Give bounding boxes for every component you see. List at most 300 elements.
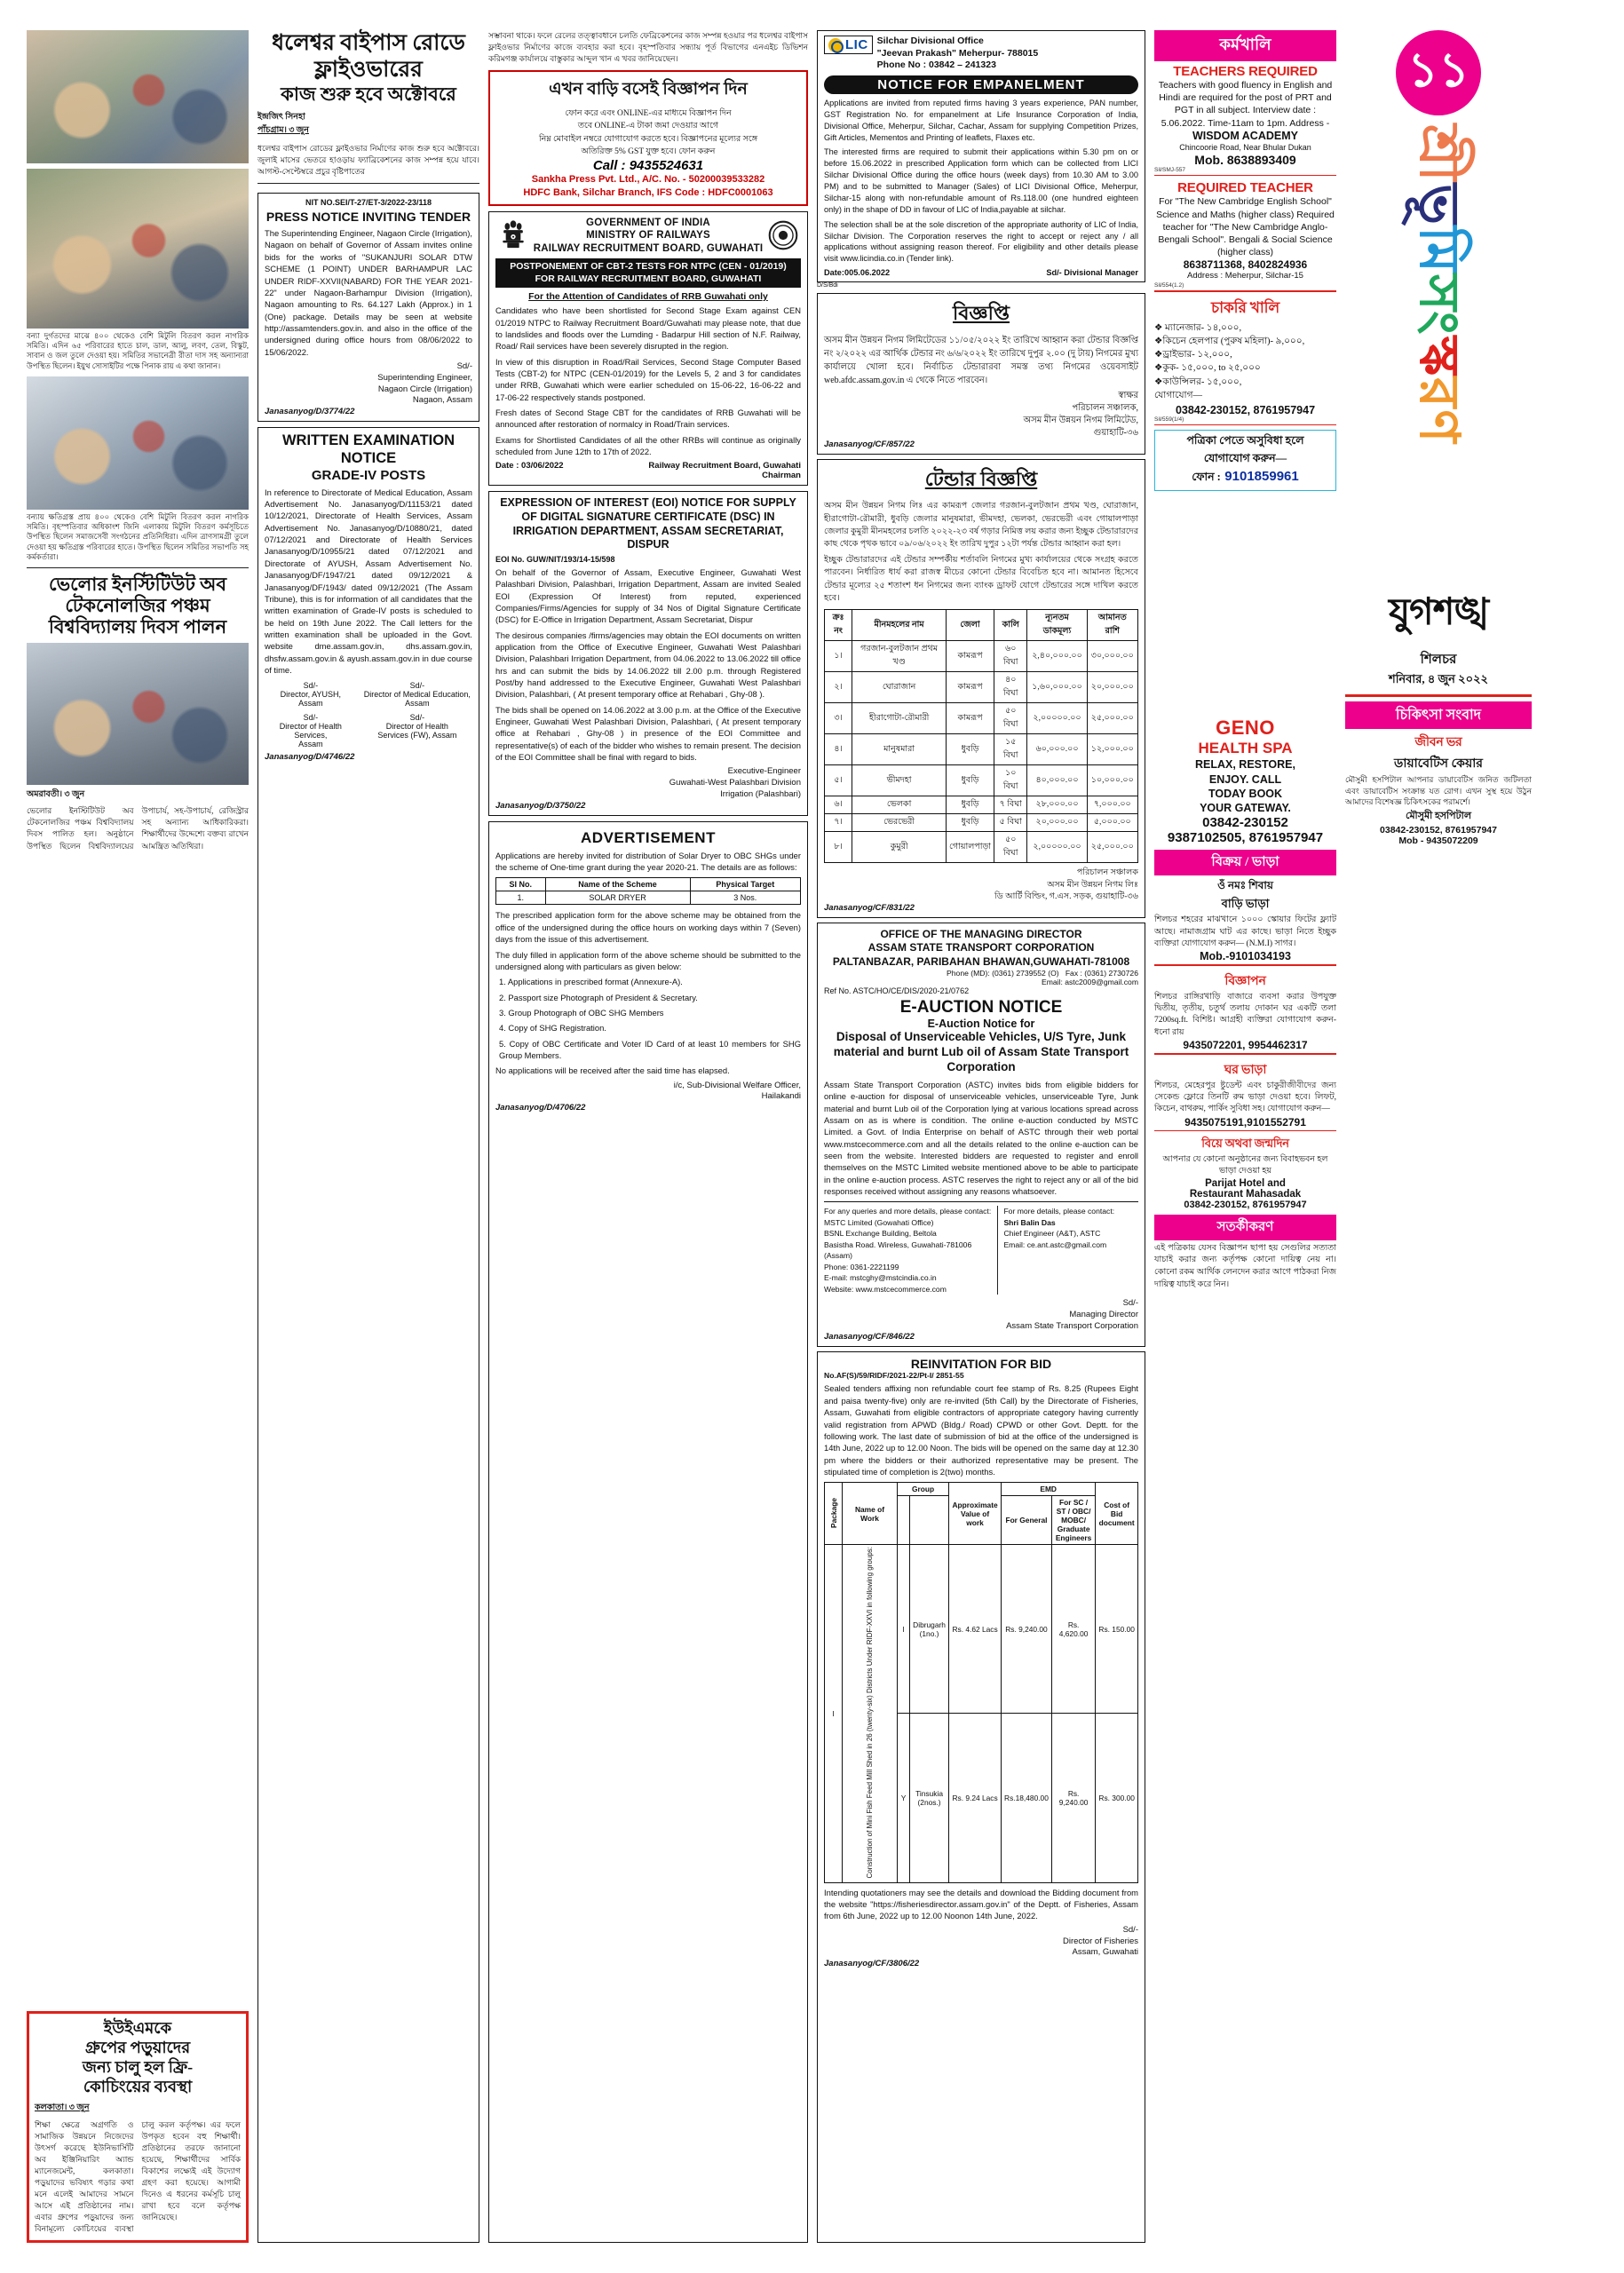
column-four <box>817 30 1145 2243</box>
online-advertisement-box <box>488 70 808 206</box>
astc-head-2: ASSAM STATE TRANSPORT CORPORATION <box>867 941 1095 954</box>
satarkikaran-body: এই পত্রিকায় যেসব বিজ্ঞাপন ছাপা হয় সেগুলির সত্যতা যাচাই করার জন্য কর্তৃপক্ষ কোনো দায়িত্ব নেয় না। কোনো রকম আর্থিক লেনদেন করার আগে পাঠকরা নিজ দায়িত্ব যাচাই করে নিন। <box>1154 1243 1336 1290</box>
rb-cell-reserved-0: Rs. 4,620.00 <box>1051 1545 1095 1714</box>
ghar-bhara-body: শিলচর, মেহেরপুর ষ্টুডেন্ট এবং চাকুরীজীবীদের জন্য সেকেন্ড ফ্লোরে তিনটি রুম ভাড়া দেওয়া হবে। লিফট, কিচেন, বাথরুম, পার্কিং সুবিধা সহ। যোগাযোগ করুন— <box>1154 1081 1336 1114</box>
astc-contact-left-head: For any queries and more details, please contact: <box>824 1207 992 1216</box>
column-news-left <box>27 30 249 2243</box>
vit-headline-line3: জন্য চালু হল ফ্রি- <box>82 2057 194 2076</box>
bikri-bhara-heading: ওঁ নমঃ শিবায় <box>1217 879 1273 892</box>
bide-jaymandir-body: আপনার যে কোনো অনুষ্ঠানের জন্য বিবাহভবন হল ভাড়া দেওয়া হয় <box>1162 1155 1328 1176</box>
lead-byline-place: পাঁচগ্রাম। ৩ জুন <box>257 126 309 136</box>
fish-cell-3: ৭ বিঘা <box>994 796 1027 814</box>
rb-cell-cost-1: Rs. 300.00 <box>1096 1714 1138 1882</box>
vit-headline-line2: গ্রুপের পড়ুয়াদের <box>84 2038 191 2056</box>
bikri-bhara-banner: বিক্রয় / ভাড়া <box>1154 850 1336 875</box>
advertisement-intro: Applications are hereby invited for distribution of Solar Dryer to OBC SHGs under the scheme of One-time grant during the year 2020-21. The details are as follows: <box>495 850 801 873</box>
fish-cell-2: কামরূপ <box>947 641 994 672</box>
rb-th-group: Group <box>898 1483 949 1496</box>
chikitsa-hospital-name: মৌসুমী হসপিটাল <box>1405 810 1472 821</box>
chakri-khali-line-3: ❖কুক- ১৫,০০০, to ২৫,০০০ <box>1154 363 1261 374</box>
fish-cell-5: ২০,০০০.০০ <box>1087 672 1137 703</box>
lic-empanelment-notice <box>817 30 1145 282</box>
lead-headline-line2: কাজ শুরু হবে অক্টোবরে <box>281 83 456 105</box>
required-teacher-address: Address : Meherpur, Silchar-15 <box>1187 271 1303 281</box>
lic-mark-icon <box>828 38 843 52</box>
online-ad-bank2: HDFC Bank, Silchar Branch, IFS Code : HDFC0001063 <box>523 186 773 198</box>
fish-cell-1: কুমুরী <box>852 832 947 863</box>
fish-sign-2: অসম মীন উন্নয়ন নিগম লিঃ <box>1047 879 1138 890</box>
reinvitation-sign-3: Assam, Guwahati <box>1072 1947 1138 1958</box>
fish-cell-0: ৪। <box>825 734 852 765</box>
patrika-line-1: পত্রিকা পেতে অসুবিধা হলে <box>1186 434 1304 447</box>
we-janasanyog: Janasanyog/D/4746/22 <box>265 752 355 763</box>
bigyapti-sign-4: গুয়াহাটি-৩৬ <box>1093 428 1138 439</box>
solar-list-5: 5. Copy of OBC Certificate and Voter ID Card of at least 10 members for SHG Group Members. <box>499 1038 801 1060</box>
solar-list-3: 3. Group Photograph of OBC SHG Members <box>499 1007 664 1018</box>
rb-cell-general-0: Rs. 9,240.00 <box>1002 1545 1052 1714</box>
fish-cell-4: ২,০০০০০.০০ <box>1027 832 1087 863</box>
we-sig-left-title: Director, AYUSH, <box>280 690 341 700</box>
chakri-khali-contact-label: যোগাযোগ— <box>1154 390 1202 400</box>
rrb-gov-line3: RAILWAY RECRUITMENT BOARD, GUWAHATI <box>533 242 764 254</box>
bikri-bhara-body: শিলচর শহরের মাঝখানে ১০০০ স্কোয়ার ফিটের ফ্ল্যাট আছে। নামাজগ্রাম ঘাট এর কাছে। ভাড়া নিতে ইচ্ছুক ব্যক্তিরা যোগাযোগ করুন— (N.M.I) সাগর। <box>1154 915 1336 948</box>
fish-cell-3: ৫ বিঘা <box>994 814 1027 832</box>
lic-office-line2: "Jeevan Prakash" Meherpur- 788015 <box>876 47 1039 59</box>
astc-head-1: OFFICE OF THE MANAGING DIRECTOR <box>880 927 1082 940</box>
rb-cell-name: Construction of Mini Fish Feed Mill Shed in 26 (twenty-six) Districts Under RIDF-XXVI in following groups: <box>866 1547 874 1879</box>
rb-th-emd-general: For General <box>1002 1496 1052 1545</box>
news-photo-3 <box>27 376 249 510</box>
we-sig-right2-title: Director of Health <box>385 722 448 732</box>
lead-headline-line1: ধলেশ্বর বাইপাস রোডে ফ্লাইওভারের <box>272 31 465 82</box>
rrb-date: Date : 03/06/2022 <box>495 461 564 471</box>
eoi-title: EXPRESSION OF INTEREST (EOI) NOTICE FOR SUPPLY OF DIGITAL SIGNATURE CERTIFICATE (DSC) IN IRRIGATION DEPARTMENT, ASSAM SECRETARIAT, DISPUR <box>500 496 796 551</box>
news-photo-1 <box>27 30 249 163</box>
fish-cell-3: ১০ বিঘা <box>994 765 1027 796</box>
written-examination-notice <box>257 427 479 2243</box>
nit-janasanyog: Janasanyog/D/3774/22 <box>265 407 355 417</box>
astc-contact-left-5: Website: www.mstcecommerce.com <box>824 1284 947 1294</box>
column-two <box>257 30 479 2243</box>
solar-th-2: Physical Target <box>690 878 800 891</box>
online-ad-bank1: Sankha Press Pvt. Ltd., A/C. No. - 50200039533282 <box>531 174 765 186</box>
chakri-khali-ref: Sil/559(1/4) <box>1154 416 1184 423</box>
fish-cell-4: ৪০,০০০.০০ <box>1027 765 1087 796</box>
rrb-sign-chairman: Chairman <box>762 471 801 481</box>
rrb-para-4: Exams for Shortlisted Candidates of all the other RRBs will continue as originally scheduled from June 12th to 17th of 2022. <box>495 434 801 457</box>
reinvitation-sign-2: Director of Fisheries <box>1063 1936 1138 1946</box>
rb-cell-general-1: Rs.18,480.00 <box>1002 1714 1052 1882</box>
tender-bigyapti-para1: অসম মীন উন্নয়ন নিগম লিঃ এর কামরূপ জেলার গরজান-বুলটজান প্রথম খণ্ড, ঘোরাজান, হীরাগোটা-রৌমারী, ধুবড়ি জেলার মানুষমারা, ভীমদহা, ভেলকা, ভেরভেরী এবং গোয়ালপাড়া জেলার কুমুরী মীনমহলের চলতি ২০২২-২৩ বর্ষ গড়ার নিমিত্ত লয় করার জন্য ইচ্ছুক টেন্ডারারদের কাছ থেকে পৃথক ভাবে ০৯/০৬/২০২২ ইং তারিখ দুপুর ১২টা পর্যন্ত টেন্ডার আহ্বান করা হল। <box>824 501 1138 550</box>
rrb-gov-line1: GOVERNMENT OF INDIA <box>586 217 710 228</box>
table-row <box>825 734 1138 765</box>
geno-health-spa-ad <box>1154 717 1336 845</box>
vit-body: শিক্ষা ক্ষেত্রে অগ্রগতি ও সামাজিক উন্নয়নে নিজেদের উৎসর্গ করেছে ইউনিভার্সিটি অব ইঞ্জিনিয়ারিং অ্যান্ড ম্যানেজমেন্ট, কলকাতা। পড়ুয়াদের ভবিষ্যৎ গড়ার কথা মনে এলেই আমাদের সামনে আসে এই প্রতিষ্ঠানের নাম। এবার গ্রুপের পড়ুয়াদের জন্য বিনামূল্যে কোচিংয়ের ব্যবস্থা চালু করল কর্তৃপক্ষ। এর ফলে উপকৃত হবেন বহু শিক্ষার্থী। প্রতিষ্ঠানের তরফে জানানো হয়েছে, শিক্ষার্থীদের সার্বিক বিকাশের লক্ষ্যেই এই উদ্যোগ গ্রহণ করা হয়েছে। আগামী দিনেও এ ধরনের কর্মসূচি চালু রাখা হবে বলে কর্তৃপক্ষ জানিয়েছে। <box>35 2119 241 2233</box>
lic-notice-bar: NOTICE FOR EMPANELMENT <box>824 75 1138 94</box>
astc-head-3: PALTANBAZAR, PARIBAHAN BHAWAN,GUWAHATI-781008 <box>832 954 1130 968</box>
eoi-para-3: The bids shall be opened on 14.06.2022 at 3.00 p.m. at the Office of the Executive Engineer, Guwahati West Palashbari Division, Palashbari, ( At present temporary office at Rehabari , Ghy-08 ) in presence of the EOI Committee and representative(s) of each of the bidder who wishes to remain present. The decision of the EOI Committee shall be final with regard to bids. <box>495 704 801 763</box>
bigyapti-title: বিজ্ঞপ্তি <box>953 302 1010 325</box>
geno-line-4: TODAY BOOK <box>1208 787 1283 800</box>
lic-para-3: The selection shall be at the sole discretion of the appropriate authority of LIC of India, Silchar Division. The Corporation reserves the right to accept or reject any / all applications without assigning reason thereof. For eligibility and other details please visit www.licindia.co.in (Tender link). <box>824 219 1138 264</box>
second-story-headline: ভেলোর ইনস্টিটিউট অব টেকনোলজির পঞ্চম বিশ্ববিদ্যালয় দিবস পালন <box>48 573 227 638</box>
online-ad-title: এখন বাড়ি বসেই বিজ্ঞাপন দিন <box>549 80 748 99</box>
solar-list-1: 1. Applications in prescribed format (Annexure-A). <box>499 977 683 987</box>
fish-cell-0: ১। <box>825 641 852 672</box>
chakri-khali-title: চাকরি খালি <box>1211 298 1279 316</box>
online-ad-line4: অতিরিক্ত 5% GST যুক্ত হবে। ফোন করুন <box>581 147 716 156</box>
table-row <box>825 814 1138 832</box>
chakri-khali-line-4: ❖কাউন্সিলর- ১৫,০০০, <box>1154 376 1242 387</box>
teachers-required-body: Teachers with good fluency in English and Hindi are required for the post of PRT and PGT in all subject. Interview date : 5.06.2022. Time-11am to 1pm. Address - <box>1158 80 1333 129</box>
reinvitation-janasanyog: Janasanyog/CF/3806/22 <box>824 1959 920 1969</box>
solar-cell-0-2: 3 Nos. <box>690 891 800 905</box>
solar-janasanyog: Janasanyog/D/4706/22 <box>495 1103 586 1113</box>
eoi-janasanyog: Janasanyog/D/3750/22 <box>495 800 586 811</box>
solar-sign-2: Hailakandi <box>761 1091 801 1102</box>
solar-list-2: 2. Passport size Photograph of President & Secretary. <box>499 992 698 1002</box>
online-ad-line3: নিম্ন মোবাইল নম্বরে যোগাযোগ করতে হবে। বিজ্ঞাপনের মূল্যের সঙ্গে <box>538 134 758 144</box>
advertisement-title: ADVERTISEMENT <box>581 828 716 846</box>
lead-body-col2: সম্ভাবনা থাকে। ফলে রেলের তত্ত্বাবধানে চলতি ফেব্রিকেশনের কাজ সম্পন্ন হওয়ার পর ধলেশ্বর বাইপাস ফ্লাইওভার নির্মাণের কাজে ব্যবহার করা হবে। বৃহস্পতিবার সন্ধ্যায় পূর্ত বিভাগের এনএইচ ডিভিশন করিমগঞ্জ কার্যালয়ে বাস্তুকার আব্দুল খান এ খবর জানিয়েছেন। <box>488 31 808 64</box>
geno-line-1: HEALTH SPA <box>1198 740 1293 757</box>
astc-contact-right-1: Chief Engineer (A&T), ASTC <box>1003 1229 1101 1239</box>
online-ad-call[interactable]: Call : 9435524631 <box>592 158 704 174</box>
chikitsa-sub: জীবন ভর <box>1414 736 1462 749</box>
astc-janasanyog: Janasanyog/CF/846/22 <box>824 1332 915 1342</box>
bigyapti-sign-2: পরিচালন সঞ্চালক, <box>1072 403 1138 414</box>
patrika-line-2: যোগাযোগ করুন— <box>1203 452 1287 465</box>
bigyapti-sign-1: স্বাক্ষর <box>1118 391 1138 401</box>
rrb-guwahati-notice <box>488 211 808 487</box>
fish-cell-0: ৫। <box>825 765 852 796</box>
astc-title: E-AUCTION NOTICE <box>899 998 1063 1018</box>
astc-sub-2: Disposal of Unserviceable Vehicles, U/S Tyre, Junk material and burnt Lub oil of Assam State Transport Corporation <box>833 1030 1129 1074</box>
astc-contact-left-1: BSNL Exchange Building, Beltola <box>824 1229 937 1239</box>
bikri-bhara-phone[interactable]: Mob.-9101034193 <box>1200 950 1291 963</box>
masthead-vertical-title: শ্রী ভূ মি সং স্ক রণ <box>1408 124 1469 445</box>
fish-sign-1: পরিচালন সঞ্চালক <box>1076 867 1138 878</box>
patrika-contact-box <box>1154 430 1336 491</box>
tender-bigyapti-para2: ইচ্ছুক টেন্ডারারদের এই টেন্ডার সম্পর্কীয় শর্তাবলি নিগমের মুখ্য কার্যালয়ের থেকে সংগ্রহ করতে পারবেন। নির্ধারিত ধার্য করা রাজস্ব মীচের কোনো টেন্ডার বিবেচিত হবে না। আমানত হিসেবে টেন্ডার মূল্যের ২৫ শতাংশ ধন নিগমের জন্য ব্যাংক ড্রাফট যোগে টেন্ডারের সঙ্গে দাখিল করতে হবে। <box>824 554 1138 603</box>
rrb-attention-line: For the Attention of Candidates of RRB Guwahati only <box>528 291 768 303</box>
advertisement-solar-dryer <box>488 821 808 2243</box>
we-title-3: GRADE-IV POSTS <box>311 467 426 483</box>
bigyapti-janasanyog: Janasanyog/CF/857/22 <box>824 440 915 450</box>
we-sig-right2-state: Services (FW), Assam <box>377 731 457 741</box>
parijat-phone[interactable]: 03842-230152, 8761957947 <box>1184 1199 1307 1210</box>
bigyapon-flat-title: বিজ্ঞাপন <box>1224 974 1266 988</box>
reinvitation-body: Sealed tenders affixing non refundable court fee stamp of Rs. 8.25 (Rupees Eight and paisa twenty-five) only are re-invited (5th Call) by the Directorate of Fisheries, Assam, Guwahati from eligible contractors of appropriate category having currently valid registration from APWD (Bldg./ Road) CPWD or other Govt. Deptt. for the following work. The last date of submission of bid at the office of the undersigned is 14th June, 2022 up to 12.00 Noon. The bids will be opened on the same day at 12.30 pm where the bidders or their authorized representative may be present. The stipulated time of completion is 2(two) months. <box>824 1383 1138 1477</box>
fish-th-1: মীনমহলের নাম <box>852 610 947 641</box>
nit-title: PRESS NOTICE INVITING TENDER <box>265 210 471 225</box>
rrb-bar-line1: POSTPONEMENT OF CBT-2 TESTS FOR NTPC (CEN - 01/2019) <box>510 260 787 272</box>
astc-contact-right-2: Email: ce.ant.astc@gmail.com <box>1003 1239 1107 1249</box>
eoi-number: EOI No. GUW/NIT/193/14-15/598 <box>495 554 615 564</box>
reinvitation-number: No.AF(S)/59/RIDF/2021-22/Pt-I/ 2851-55 <box>824 1371 964 1381</box>
fish-tender-table <box>824 609 1138 863</box>
vit-free-coaching-article <box>27 2011 249 2243</box>
fish-cell-5: ২৫,০০০.০০ <box>1087 832 1137 863</box>
second-story-byline: অমরাবতী। ৩ জুন <box>27 790 85 800</box>
nit-body: The Superintending Engineer, Nagaon Circle (Irrigation), Nagaon on behalf of Governor of Assam invites online bids for the works of "SUKANJURI SOLAR DTW SCHEME (1 POINT) UNDER BARHAMPUR LAC UNDER RIDF-XXVII(NABARD) FOR THE YEAR 2021-22" under Nagaon-Barhampur Division (Irrigation), Nagaon amounting to Rs. 64.127 Lakh (Approx.) in 1 (One) package. Details may be seen at website http://assamtenders.gov.in. and also in the office of the undersigned during office hours from 08/06/2022 to 15/06/2022. <box>265 228 472 357</box>
bigyapti-sign-3: অসম মীন উন্নয়ন নিগম লিমিটেড, <box>1023 416 1138 426</box>
astc-sign-3: Assam State Transport Corporation <box>1006 1320 1138 1331</box>
we-sig-left-state: Assam <box>298 699 323 709</box>
fish-sign-3: ডি আৰ্টি বিল্ডিং, গ.এস. সড়ক, গুয়াহাটি-৩৬ <box>994 891 1138 902</box>
wisdom-academy-mob[interactable]: Mob. 8638893409 <box>1194 152 1296 167</box>
fish-cell-2: ধুবড়ি <box>947 765 994 796</box>
rrb-bar-line2: FOR RAILWAY RECRUITMENT BOARD, GUWAHATI <box>535 273 762 284</box>
fish-cell-4: ২,৪০,০০০.০০ <box>1027 641 1087 672</box>
fish-cell-1: ঘোরাজান <box>852 672 947 703</box>
news-photo-2 <box>27 169 249 329</box>
fish-cell-1: মানুষমারা <box>852 734 947 765</box>
eoi-dsc-notice <box>488 491 808 815</box>
fish-cell-3: ৫০ বিঘা <box>994 703 1027 734</box>
rb-cell-value-1: Rs. 9.24 Lacs <box>949 1714 1002 1882</box>
rb-cell-groupno-0: I <box>898 1545 910 1714</box>
lic-logo <box>824 36 873 54</box>
astc-contact-right-0: Shri Balin Das <box>1003 1217 1056 1227</box>
nit-number: NIT NO.SEI/T-27/ET-3/2022-23/118 <box>305 198 432 208</box>
india-emblem-icon <box>498 218 528 253</box>
column-masthead <box>1345 30 1532 2243</box>
rb-th-package: Package <box>828 1497 838 1528</box>
we-sig-right-sd: Sd/- <box>409 681 425 691</box>
fish-cell-4: ৬০,০০০.০০ <box>1027 734 1087 765</box>
we-sig-right-title: Director of Medical Education, <box>363 690 471 700</box>
fish-cell-0: ৭। <box>825 814 852 832</box>
we-title-2: NOTICE <box>340 449 397 466</box>
geno-line-2: RELAX, RESTORE, <box>1195 758 1295 772</box>
lic-office-line3: Phone No : 03842 – 241323 <box>876 59 996 71</box>
rrb-para-2: In view of this disruption in Road/Rail Services, Second Stage Computer Based Tests (CBT-2) for NTPC (CEN-01/2019) for the Levels 5, 2 and 3 for candidates under RRB, Guwahati which were earlier scheduled on 15-06-22, 16-06-22 and 17-06-22 respectively stands postponed. <box>495 356 801 402</box>
reinvitation-footer: Intending quotationers may see the details and download the Bidding document from the website "https://fisheriesdirector.assam.gov.in" of the Deptt. of Fisheries, Assam from 6th June, 2022 up to 12.00 Noonon 14th June, 2022. <box>824 1887 1138 1921</box>
rb-cell-value-0: Rs. 4.62 Lacs <box>949 1545 1002 1714</box>
astc-contact-left-3: Phone: 0361-2221199 <box>824 1262 899 1271</box>
fish-cell-0: ২। <box>825 672 852 703</box>
astc-ref: Ref No. ASTC/HO/CE/DIS/2020-21/0762 <box>824 986 970 996</box>
rrb-para-1: Candidates who have been shortlisted for Second Stage Exam against CEN 01/2019 NTPC to Railway Recruitment Board/Guwahati may please note, that due to landslides and floods over the Lumding - Badarpur Hill section of N.F. Railway, Road/ Rail services have been severely disrupted in the region. <box>495 305 801 352</box>
tender-bigyapti-title: টেন্ডার বিজ্ঞপ্তি <box>924 468 1038 491</box>
fish-cell-0: ৬। <box>825 796 852 814</box>
solar-sign-1: i/c, Sub-Divisional Welfare Officer, <box>673 1080 801 1090</box>
fish-th-3: কালি <box>994 610 1027 641</box>
lead-byline-name: ইন্দ্রজিৎ সিনহা <box>257 113 305 123</box>
lic-signature: Sd/- Divisional Manager <box>1046 268 1138 278</box>
fish-cell-1: ভেলকা <box>852 796 947 814</box>
chikitsa-phone-2[interactable]: Mob - 9435072209 <box>1398 835 1478 846</box>
fish-cell-2: ধুবড়ি <box>947 814 994 832</box>
vit-headline-line1: ইউইএমকে <box>103 2018 172 2037</box>
solar-para-2: The duly filled in application form of the above scheme should be submitted to the undersigned along with particulars as given below: <box>495 949 801 971</box>
chikitsa-body: মৌসুমী হসপিটাল আপনার ডায়াবেটিস জনিত জটিলতা এবং ডায়াবেটিস সংক্রান্ত যত রোগ। এখন সুস্থ হয়ে উঠুন আমাদের বিশেষজ্ঞ চিকিৎসকের পরামর্শে। <box>1345 775 1532 807</box>
lic-ref: D/S/Bdi <box>817 282 838 289</box>
solar-th-1: Name of the Scheme <box>545 878 690 891</box>
vit-byline: কলকাতা। ৩ জুন <box>35 2103 90 2112</box>
fish-cell-2: কামরূপ <box>947 672 994 703</box>
we-sig-left2-state: Assam <box>298 740 323 749</box>
bigyapon-flat-body: শিলচর রাঙ্গিরখাড়ি বাজারে ব্যবসা করার উপযুক্ত দ্বিতীয়, তৃতীয়, চতুর্থ তলায় দোকান ঘর একটি তলা 7200sq.ft. বিশিষ্ট। আগ্রহী ব্যক্তিরা যোগাযোগ করুন- ধনো রায় <box>1154 992 1336 1037</box>
eoi-sign-3: Irrigation (Palashbari) <box>720 788 801 799</box>
astc-sign-1: Sd/- <box>1122 1298 1138 1309</box>
fish-cell-5: ২৫,০০০.০০ <box>1087 703 1137 734</box>
required-teacher-ref: Sil/554(1.2) <box>1154 282 1184 289</box>
astc-contact-left-2: Basistha Road. Wireless, Guwahati-781006 (Assam) <box>824 1239 972 1261</box>
fish-cell-2: ধুবড়ি <box>947 796 994 814</box>
second-story-body: ভেলোর ইনস্টিটিউট অব টেকনোলজির পঞ্চম বিশ্ববিদ্যালয় দিবস পালিত হল। অনুষ্ঠানে উপস্থিত ছিলেন বিশ্ববিদ্যালয়ের উপাচার্য, সহ-উপাচার্য, রেজিস্ট্রার সহ অন্যান্য আধিকারিকরা। শিক্ষার্থীদের উদ্দেশ্যে বক্তব্য রাখেন আমন্ত্রিত অতিথিরা। <box>27 806 249 851</box>
rb-cell-reserved-1: Rs. 9,240.00 <box>1051 1714 1095 1882</box>
lic-para-2: The interested firms are required to submit their applications within 5.30 pm on or before 15.06.2022 in prescribed Application form which can be collected from LICI Silchar Divisional Office during the office hours (week days) from 10.30 AM to 3.00 PM) and to be submitted to Manager (Sales) of LICI Divisional Office, Meherpur, Silchar-15 along with non-refundable amount of Rs.118.00 (one hundred eighteen only) in the shape of DD in favour of LIC of India,payable at silchar. <box>824 147 1138 214</box>
we-body: In reference to Directorate of Medical Education, Assam Advertisement No. Janasanyog/D/11153/21 dated 10/12/2021, Directorate of Health Services, Assam Advertisement No. Janasanyog/D/10880/21, dated 07/12/2021 and Directorate of Health Services Janasanyog/D/10955/21 dated 07/12/2021 and Directorate of AYUSH, Assam Advertisement No. Janasanyog/DF/1947/21 dated 09/12/2021 & Janasanyog/DF/1943/ dated 09/12/2021 (The Assam Tribune), this is for information of all candidates that the written examination of Grade-IV posts is scheduled to be held on 19th June 2022. The Call letters for the written examination shall be uploaded in the Govt. website dme.assam.gov.in, dhs.assam.gov.in, dhsfw.assam.gov.in & ayush.assam.gov.in in due course of time. <box>265 487 472 675</box>
we-sig-left2-title: Director of Health Services, <box>279 722 342 741</box>
fish-cell-5: ৩০,০০০.০০ <box>1087 641 1137 672</box>
we-sig-left2-sd: Sd/- <box>303 713 319 723</box>
bikri-bhara-sub: বাড়ি ভাড়া <box>1221 897 1270 911</box>
fish-cell-0: ৮। <box>825 832 852 863</box>
fish-cell-4: ১,৬০,০০০.০০ <box>1027 672 1087 703</box>
wisdom-academy-address: Chincoorie Road, Near Bhular Dukan <box>1179 142 1311 152</box>
teachers-required-title: TEACHERS REQUIRED <box>1173 64 1318 79</box>
astc-sign-2: Managing Director <box>1069 1309 1138 1319</box>
eoi-sign-1: Executive-Engineer <box>727 766 801 777</box>
chakri-khali-phone[interactable]: 03842-230152, 8761957947 <box>1175 403 1316 416</box>
rb-cell-package: I <box>825 1545 843 1882</box>
chikitsa-phone-1[interactable]: 03842-230152, 8761957947 <box>1380 824 1497 836</box>
astc-fax: Fax : (0361) 2730726 <box>1065 969 1138 978</box>
wisdom-academy-name: WISDOM ACADEMY <box>1192 129 1298 142</box>
fish-cell-1: গরজান-বুলটজান প্রথম খণ্ড <box>852 641 947 672</box>
fish-cell-2: ধুবড়ি <box>947 734 994 765</box>
patrika-phone-number[interactable]: 9101859961 <box>1224 469 1299 485</box>
chikitsa-title: ডায়াবেটিস কেয়ার <box>1394 757 1483 771</box>
column-three <box>488 30 808 2243</box>
we-sig-left-sd: Sd/- <box>303 681 319 691</box>
masthead-city: শিলচর <box>1420 653 1457 667</box>
lic-logo-text: LIC <box>845 37 868 52</box>
page-number-badge: ১১ <box>1396 30 1481 115</box>
table-row <box>825 765 1138 796</box>
reinvitation-title: REINVITATION FOR BID <box>910 1357 1052 1372</box>
rb-cell-group-0: Dibrugarh (1no.) <box>910 1545 949 1714</box>
required-teacher-title: REQUIRED TEACHER <box>1177 180 1313 196</box>
bigyapon-flat-phones[interactable]: 9435072201, 9954462317 <box>1183 1039 1308 1052</box>
rb-cell-cost-0: Rs. 150.00 <box>1096 1545 1138 1714</box>
table-row <box>496 891 801 905</box>
fish-th-4: ন্যূনতম ডাকমূল্য <box>1027 610 1087 641</box>
ghar-bhara-phones[interactable]: 9435075191,9101552791 <box>1184 1115 1306 1129</box>
fish-th-2: জেলা <box>947 610 994 641</box>
fish-cell-3: ৬০ বিঘা <box>994 641 1027 672</box>
eoi-para-2: The desirous companies /firms/agencies may obtain the EOI documents on written application from the Office of Executive Engineer, Guwahati West Palashbari Division, Palashbari Irrigation Department, from 04.06.2022 to 13.06.2022 till office hrs and can submit the bids by 14.06.2022 till 2.00 p.m. through Registered Post/by hand addressed to the Executive Engineer, Guwahati West Palashbari Division, Palashbari, ( At present temporary office at Rehabari , Ghy-08 ). <box>495 630 801 700</box>
lic-para-1: Applications are invited from reputed firms having 3 years experience, PAN number, GST Registration No. for empanelment at Life Insurance Corporation of India, Divisional Office, Meherpur, Silchar, Cachar, Assam for supplying Competition Prizes, Gift Articles, Mementos and Printing of leaflets, Flaxes etc. <box>824 98 1138 142</box>
fish-cell-0: ৩। <box>825 703 852 734</box>
karmakhali-ref: Sil/SMJ-557 <box>1154 166 1186 173</box>
geno-phone-1[interactable]: 03842-230152 <box>1202 815 1288 831</box>
railway-logo-icon <box>768 218 798 253</box>
rb-th-cost: Cost of Bid document <box>1096 1483 1138 1545</box>
solar-cell-0-0: 1. <box>496 891 546 905</box>
fish-cell-1: ভেরভেরী <box>852 814 947 832</box>
table-row <box>825 1545 1138 1714</box>
satarkikaran-banner: সতর্কীকরণ <box>1154 1215 1336 1240</box>
lic-office-line1: Silchar Divisional Office <box>876 36 984 46</box>
chikitsa-banner: চিকিৎসা সংবাদ <box>1345 701 1532 729</box>
astc-contact-left-4: E-mail: mstcghy@mstcindia.co.in <box>824 1273 937 1283</box>
rrb-gov-line2: MINISTRY OF RAILWAYS <box>586 230 710 242</box>
fish-th-0: ক্রঃ নং <box>825 610 852 641</box>
photo-caption-1: বন্যা দুর্গতদের মাঝে ৪০০ থেকেও বেশি মিটুলি বিতরণ করল নাগরিক সমিতি। এদিন ৬৫ পরিবারের হাতে চাল, ডাল, আলু, লবণ, তেল, বিস্কুট, সাবান ও জল তুলে দেওয়া হয়। সমিতির সভানেত্রী রীতা দাস সহ অন্যান্যরা উপস্থিত ছিলেন। ইয়ুথ সোসাইটির পক্ষে পিনাক রায় এ কথা জানান। <box>27 331 249 370</box>
rb-th-value: Approximate Value of work <box>949 1483 1002 1545</box>
bigyapti-fisheries-notice <box>817 293 1145 455</box>
fish-cell-5: ১২,০০০.০০ <box>1087 734 1137 765</box>
reinvitation-table <box>824 1482 1138 1882</box>
nit-sign-sd: Sd/- <box>456 360 472 371</box>
fish-cell-2: কামরূপ <box>947 703 994 734</box>
nit-sign-title: Superintending Engineer, <box>377 372 472 383</box>
nit-sign-place: Nagaon, Assam <box>412 395 472 406</box>
bide-jaymandir-title: বিয়ে অথবা জন্মদিন <box>1201 1136 1289 1151</box>
fish-cell-5: ১০,০০০.০০ <box>1087 765 1137 796</box>
fish-cell-3: ১৫ বিঘা <box>994 734 1027 765</box>
rb-cell-groupno-1: Y <box>898 1714 910 1882</box>
fish-cell-2: গোয়ালপাড়া <box>947 832 994 863</box>
column-classifieds <box>1154 30 1336 2243</box>
chakri-khali-line-1: ❖ ম্যানেজার- ১৪,০০০, <box>1154 322 1242 333</box>
nit-press-notice-tender <box>257 193 479 422</box>
second-story-photo <box>27 643 249 785</box>
fish-cell-1: হীরাগোটা-রৌমারী <box>852 703 947 734</box>
patrika-phone-label: ফোন : <box>1192 471 1221 484</box>
geno-line-3: ENJOY. CALL <box>1208 772 1282 786</box>
karmakhali-banner: কর্মখালি <box>1154 30 1336 61</box>
geno-line-5: YOUR GATEWAY. <box>1200 802 1291 815</box>
solar-list-4: 4. Copy of SHG Registration. <box>499 1023 606 1034</box>
we-title-1: WRITTEN EXAMINATION <box>281 432 455 449</box>
required-teacher-phones[interactable]: 8638711368, 8402824936 <box>1183 258 1308 272</box>
astc-contact-right-head: For more details, please contact: <box>1003 1207 1115 1216</box>
table-row <box>825 703 1138 734</box>
solar-para-3: No applications will be received after the said time has elapsed. <box>495 1065 730 1076</box>
geno-phone-2[interactable]: 9387102505, 8761957947 <box>1167 830 1324 846</box>
chakri-khali-line-2: ❖কিচেন হেলপার (পুরুষ মহিলা)- ৯,০০০, ❖ড্রাইভার- ১২,০০০, <box>1154 336 1305 360</box>
fish-cell-4: ২,০০০০০.০০ <box>1027 703 1087 734</box>
rb-cell-group-1: Tinsukia (2nos.) <box>910 1714 949 1882</box>
paper-logo: যুগশঙ্খ <box>1388 592 1489 633</box>
geno-name: GENO <box>1216 717 1275 740</box>
ghar-bhara-title: ঘর ভাড়া <box>1224 1063 1267 1077</box>
fish-janasanyog: Janasanyog/CF/831/22 <box>824 902 915 913</box>
parijat-name-2: Restaurant Mahasadak <box>1189 1188 1302 1200</box>
we-sig-right2-sd: Sd/- <box>409 713 425 723</box>
rb-th-emd-reserved: For SC / ST / OBC/ MOBC/ Graduate Engineers <box>1051 1496 1095 1545</box>
table-row <box>825 796 1138 814</box>
rrb-sign-board: Railway Recruitment Board, Guwahati <box>648 461 801 471</box>
solar-dryer-table <box>495 877 801 905</box>
table-row <box>825 832 1138 863</box>
photo-caption-2: বন্যায় ক্ষতিগ্রস্ত প্রায় ৪০০ থেকেও বেশি মিটুলি বিতরণ করল নাগরিক সমিতি। বৃহস্পতিবার অধিকাংশ জিনি এলাকায় মিটুলি বিতরণ কর্মসূচিতে উপস্থিত ছিলেন সমাজসেবী সংগঠনের প্রতিনিধিরা। এদিন ত্রাণসামগ্রী তুলে দেওয়া হয় ক্ষতিগ্রস্ত পরিবারের হাতে। উপস্থিত ছিলেন সমিতির সভাপতি সহ কর্মকর্তারা। <box>27 511 249 561</box>
lead-body-col1: ধলেশ্বর বাইপাস রোডের ফ্লাইওভার নির্মাণের কাজ শুরু হবে অক্টোবরে। জুলাই মাসের ভেতরে হাওড়ায় ফ্যাব্রিকেশনের কাজ সম্পন্ন হয়ে যাবে। আগস্ট-সেপ্টেম্বরে প্রচুর বৃষ্টিপাতের <box>257 144 479 177</box>
astc-sub-1: E-Auction Notice for <box>927 1018 1035 1031</box>
parijat-name-1: Parijat Hotel and <box>1205 1177 1286 1189</box>
we-sig-right-state: Assam <box>405 699 430 709</box>
fish-cell-3: ৪০ বিঘা <box>994 672 1027 703</box>
astc-contact-left-0: MSTC Limited (Gowahati Office) <box>824 1217 934 1227</box>
eoi-para-1: On behalf of the Governor of Assam, Executive Engineer, Guwahati West Palashbari Division, Palashbari, Irrigation Department, Assam are invited Sealed EOI (Expression Of Interest) from reputed, experienced Companies/Firms/Agencies for supply of 34 Nos of Digital Signature Certificate (DSC) for E-Office in Irrigation Department, Assam Secretariat, Dispur <box>495 566 801 625</box>
table-row <box>825 672 1138 703</box>
nit-sign-circle: Nagaon Circle (Irrigation) <box>377 384 472 394</box>
